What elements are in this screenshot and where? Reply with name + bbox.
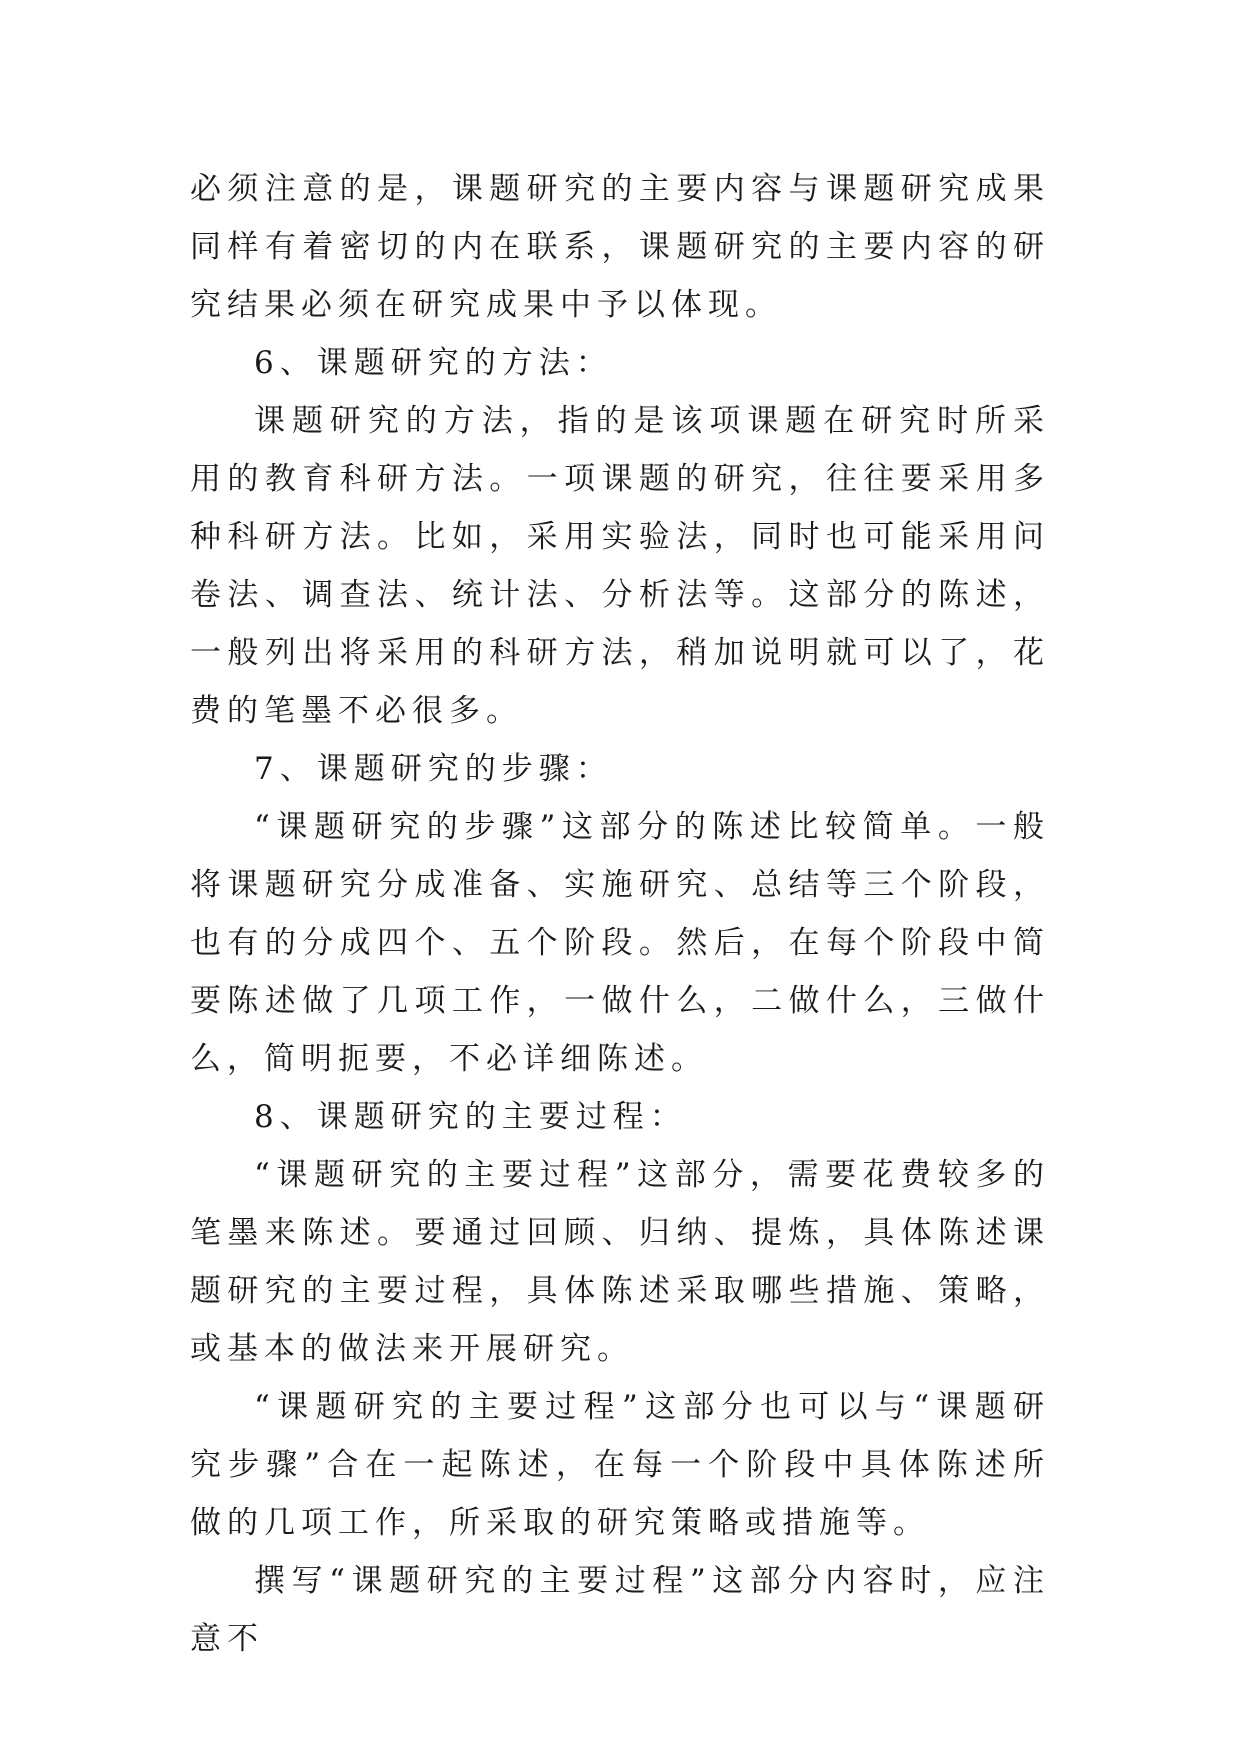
paragraph-intro-note: 必须注意的是，课题研究的主要内容与课题研究成果同样有着密切的内在联系，课题研究的主要内容的研究结果必须在研究成果中予以体现。: [190, 171, 1050, 323]
heading-research-steps: 7、课题研究的步骤：: [254, 751, 613, 787]
paragraph-research-steps: “课题研究的步骤”这部分的陈述比较简单。一般将课题研究分成准备、实施研究、总结等三个阶段，也有的分成四个、五个阶段。然后，在每个阶段中简要陈述做了几项工作，一做什么，二做什么，三做什么，简明扼要，不必详细陈述。: [190, 809, 1050, 1077]
heading-research-methods: 6、课题研究的方法：: [254, 345, 613, 381]
paragraph-writing-notes: 撰写“课题研究的主要过程”这部分内容时，应注意不: [190, 1563, 1050, 1657]
document-body: [190, 160, 1050, 1668]
heading-main-process: 8、课题研究的主要过程：: [254, 1099, 687, 1135]
paragraph-main-process: “课题研究的主要过程”这部分，需要花费较多的笔墨来陈述。要通过回顾、归纳、提炼，具体陈述课题研究的主要过程，具体陈述采取哪些措施、策略，或基本的做法来开展研究。: [190, 1157, 1050, 1367]
paragraph-research-methods: 课题研究的方法，指的是该项课题在研究时所采用的教育科研方法。一项课题的研究，往往要采用多种科研方法。比如，采用实验法，同时也可能采用问卷法、调查法、统计法、分析法等。这部分的陈述，一般列出将采用的科研方法，稍加说明就可以了，花费的笔墨不必很多。: [190, 403, 1050, 729]
paragraph-process-combined: “课题研究的主要过程”这部分也可以与“课题研究步骤”合在一起陈述，在每一个阶段中具体陈述所做的几项工作，所采取的研究策略或措施等。: [190, 1389, 1050, 1541]
